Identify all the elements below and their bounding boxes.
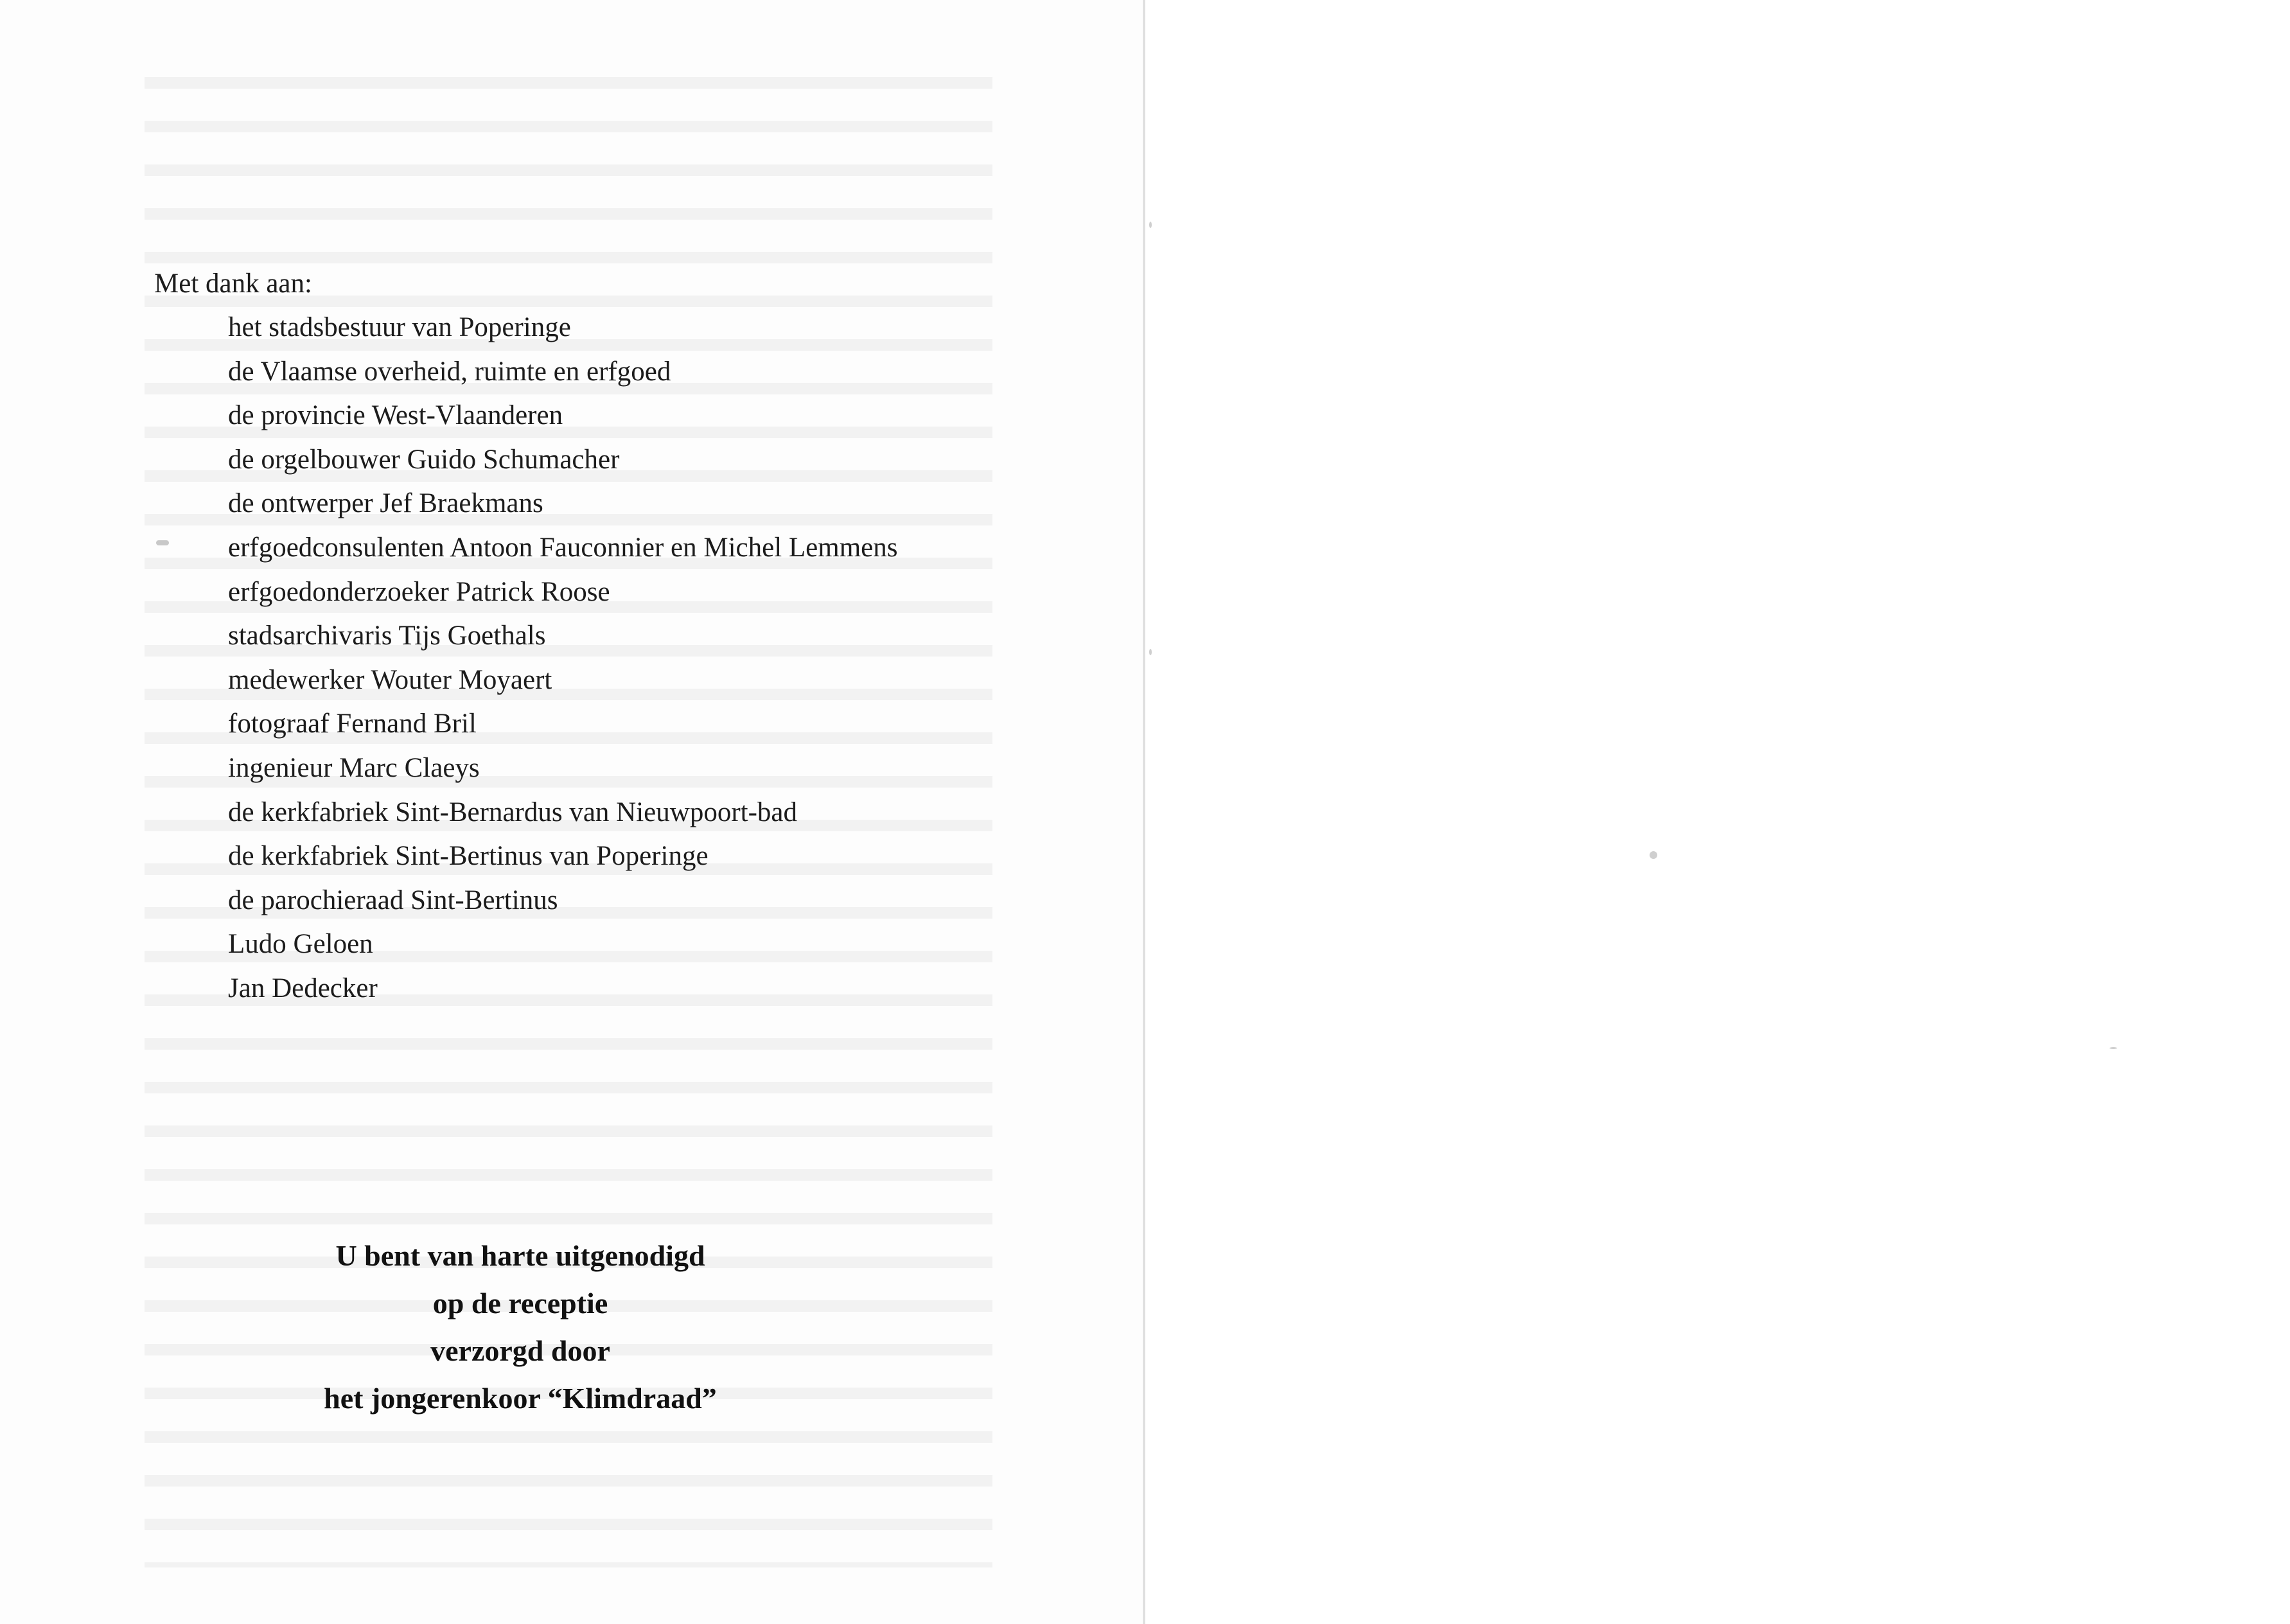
thanks-item: de orgelbouwer Guido Schumacher xyxy=(228,444,620,475)
thanks-item: erfgoedonderzoeker Patrick Roose xyxy=(228,576,610,607)
thanks-item: Jan Dedecker xyxy=(228,973,378,1003)
thanks-item: stadsarchivaris Tijs Goethals xyxy=(228,621,546,651)
thanks-item: de kerkfabriek Sint-Bertinus van Poperinge xyxy=(228,841,709,872)
thanks-item: ingenieur Marc Claeys xyxy=(228,752,480,783)
thanks-item: Ludo Geloen xyxy=(228,929,373,960)
thanks-item: erfgoedconsulenten Antoon Fauconnier en Michel Lemmens xyxy=(228,532,898,563)
thanks-item: fotograaf Fernand Bril xyxy=(228,709,477,739)
right-page xyxy=(1146,0,2290,1624)
paper-speck xyxy=(2109,1047,2117,1049)
left-page xyxy=(0,0,1143,1624)
bullet-mark xyxy=(156,540,169,545)
invitation-line: op de receptie xyxy=(432,1287,608,1320)
paper-speck xyxy=(1149,649,1152,655)
thanks-item: het stadsbestuur van Poperinge xyxy=(228,312,571,342)
thanks-item: de kerkfabriek Sint-Bernardus van Nieuwpoort-bad xyxy=(228,797,797,827)
thanks-item: de provincie West-Vlaanderen xyxy=(228,400,563,431)
thanks-item: medewerker Wouter Moyaert xyxy=(228,664,552,695)
paper-speck xyxy=(1650,851,1657,859)
invitation-block xyxy=(276,1232,764,1422)
page-fold xyxy=(1143,0,1145,1624)
paper-speck xyxy=(1149,222,1152,228)
thanks-heading: Met dank aan: xyxy=(154,269,312,299)
thanks-item: de parochieraad Sint-Bertinus xyxy=(228,885,558,915)
invitation-line: het jongerenkoor “Klimdraad” xyxy=(324,1382,717,1415)
invitation-line: verzorgd door xyxy=(430,1334,610,1367)
thanks-item: de ontwerper Jef Braekmans xyxy=(228,488,543,519)
invitation-line: U bent van harte uitgenodigd xyxy=(335,1239,705,1272)
thanks-list xyxy=(228,306,897,1011)
thanks-item: de Vlaamse overheid, ruimte en erfgoed xyxy=(228,356,671,387)
